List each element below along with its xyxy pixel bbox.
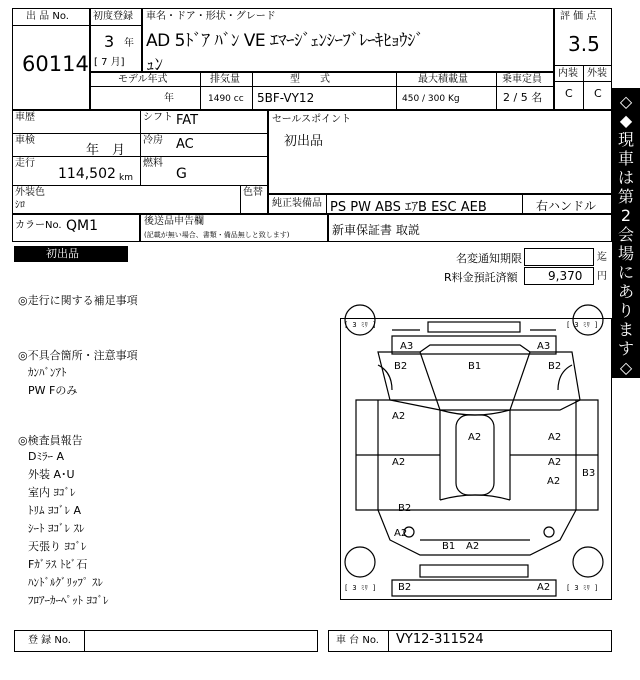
recycle-label: R料金預託済額 <box>444 271 518 284</box>
inspector-line: ｼｰﾄ ﾖｺﾞﾚ ｽﾚ <box>28 522 85 535</box>
equip-value: PS PW ABS ｴｱB ESC AEB <box>330 200 487 215</box>
sales-point-value: 初出品 <box>284 134 324 149</box>
inspector-header: ◎検査員報告 <box>18 434 83 447</box>
location-banner <box>612 88 640 396</box>
mileage-unit: km <box>119 173 133 183</box>
banner-char: ま <box>617 320 634 339</box>
banner-char: あ <box>617 282 634 301</box>
tread-depth: [ 3 ﾐﾘ ] <box>344 321 377 329</box>
inspection-value: 年 月 <box>86 143 126 158</box>
color-no-value: QM1 <box>66 218 99 234</box>
chassis-sep <box>388 630 389 652</box>
banner-char: 2 <box>620 206 632 225</box>
sales-point-label: セールスポイント <box>272 114 352 125</box>
fuel-value: G <box>176 166 187 182</box>
inspector-line: 外装 A･U <box>28 468 75 481</box>
spec-sep-2 <box>252 72 253 110</box>
banner-char: 場 <box>617 244 634 263</box>
damage-label: A2 <box>394 528 408 539</box>
displacement-label: 排気量 <box>210 74 240 85</box>
capacity-value: 2 / 5 名 <box>503 91 543 104</box>
history-label: 車歴 <box>15 112 35 123</box>
damage-label: A2 <box>548 432 562 443</box>
steering-value: 右ハンドル <box>536 199 597 213</box>
inspector-line: ﾊﾝﾄﾞﾙｸﾞﾘｯﾌﾟ ｽﾚ <box>28 576 103 589</box>
inspector-line: 天張り ﾖｺﾞﾚ <box>28 540 87 553</box>
repaint-label: 色替 <box>243 187 263 198</box>
banner-char: に <box>617 263 634 282</box>
grade-label: 評 価 点 <box>560 11 597 22</box>
damage-label: B1 <box>468 361 482 372</box>
banner-char: ◆ <box>619 377 633 396</box>
interior-label: 内装 <box>558 68 578 79</box>
grade-sub-divider <box>554 81 612 82</box>
banner-char: ◆ <box>619 111 633 130</box>
damage-label: A2 <box>392 411 406 422</box>
banner-char: 現 <box>617 130 634 149</box>
banner-char: ◇ <box>619 358 633 377</box>
exterior-label: 外装 <box>587 68 607 79</box>
tread-depth: [ 3 ﾐﾘ ] <box>566 584 599 592</box>
recycle-value: 9,370 <box>548 269 583 283</box>
detail-row-2 <box>12 156 268 157</box>
inspector-line: Dﾐﾗｰ A <box>28 450 64 463</box>
name-change-label: 名変通知期限 <box>456 252 522 265</box>
driving-header: ◎走行に関する補足事項 <box>18 294 138 307</box>
damage-label: A3 <box>537 341 551 352</box>
damage-label: B2 <box>548 361 562 372</box>
model-year-label: モデル年式 <box>118 74 168 85</box>
damage-label: A2 <box>466 541 480 552</box>
inspector-line: ﾌﾛｱｰｶｰﾍﾟｯﾄ ﾖｺﾞﾚ <box>28 594 109 607</box>
damage-label: A3 <box>400 341 414 352</box>
first-reg-year: 3 <box>104 32 115 51</box>
type-label: 型 式 <box>290 74 330 85</box>
spec-row-divider <box>90 86 554 87</box>
damage-label: B1 <box>442 541 456 552</box>
max-load-value: 450 / 300 Kg <box>402 94 460 104</box>
damage-label: B2 <box>398 503 412 514</box>
interior-value: C <box>565 87 573 100</box>
docs-label: 後送品申告欄 <box>144 216 204 227</box>
first-reg-month: [ 7 月] <box>94 57 125 68</box>
defect-line: ｶﾝﾊﾞﾝｱﾄ <box>28 366 67 379</box>
reg-no-sep <box>84 630 85 652</box>
displacement-value: 1490 cc <box>208 94 244 104</box>
damage-label: A2 <box>537 582 551 593</box>
first-listing-badge-text: 初出品 <box>46 247 79 260</box>
lot-number: 60114 <box>22 52 89 76</box>
damage-label: A2 <box>547 476 561 487</box>
ext-color-value: ｼﾛ <box>15 200 25 211</box>
ext-color-label: 外装色 <box>15 187 45 198</box>
inspection-label: 車検 <box>15 135 35 146</box>
car-name-line2: ｭﾝ <box>146 55 163 75</box>
inspector-line: Fｶﾞﾗｽ ﾄﾋﾞ石 <box>28 558 88 571</box>
banner-char: 第 <box>617 187 634 206</box>
chassis-value: VY12-311524 <box>396 632 484 647</box>
car-name-label: 車名・ドア・形状・グレード <box>146 11 276 22</box>
inspector-line: 室内 ﾖｺﾞﾚ <box>28 486 76 499</box>
banner-char: す <box>617 339 634 358</box>
first-reg-label: 初度登録 <box>93 11 133 22</box>
spec-sep-1 <box>200 72 201 110</box>
shift-label: シフト <box>143 112 173 123</box>
banner-char: 会 <box>617 225 634 244</box>
shift-value: FAT <box>176 113 199 128</box>
damage-label: A2 <box>468 432 482 443</box>
banner-char: は <box>617 168 634 187</box>
recycle-unit: 円 <box>597 271 607 282</box>
damage-label: B2 <box>398 582 412 593</box>
grade-mid <box>583 65 584 110</box>
name-change-box <box>524 248 594 266</box>
defects-header: ◎不具合箇所・注意事項 <box>18 349 138 362</box>
repaint-sep <box>240 185 241 214</box>
ac-label: 冷房 <box>143 135 163 146</box>
damage-label: B2 <box>394 361 408 372</box>
detail-row-3 <box>12 185 268 186</box>
color-no-label: カラーNo. <box>15 220 62 231</box>
fuel-label: 燃料 <box>143 158 163 169</box>
reg-no-label: 登 録 No. <box>28 635 71 646</box>
exterior-value: C <box>594 87 602 100</box>
chassis-label: 車 台 No. <box>336 635 379 646</box>
tread-depth: [ 3 ﾐﾘ ] <box>344 584 377 592</box>
banner-char: ◇ <box>619 92 633 111</box>
defect-line: PW Fのみ <box>28 384 78 397</box>
docs-value: 新車保証書 取説 <box>332 223 420 237</box>
ac-value: AC <box>176 137 194 152</box>
damage-label: A2 <box>548 457 562 468</box>
equip-label: 純正装備品 <box>272 198 322 209</box>
name-change-unit: 迄 <box>597 252 607 263</box>
tread-depth: [ 3 ﾐﾘ ] <box>566 321 599 329</box>
mileage-value: 114,502 <box>58 166 116 182</box>
max-load-label: 最大積載量 <box>418 74 468 85</box>
lot-label: 出 品 No. <box>26 11 69 22</box>
first-reg-year-unit: 年 <box>124 38 134 49</box>
steering-sep <box>522 194 523 214</box>
banner-char: 車 <box>617 149 634 168</box>
car-name-line1: AD 5ﾄﾞｱ ﾊﾞﾝ VE ｴﾏｰｼﾞｪﾝｼｰﾌﾞﾚｰｷﾋｮｳｼﾞ <box>146 31 424 51</box>
docs-note: (記載が無い場合、書類・備品無しと致します) <box>144 231 290 239</box>
detail-col-sep <box>140 110 141 185</box>
type-value: 5BF-VY12 <box>257 91 315 105</box>
grade-value: 3.5 <box>568 32 600 56</box>
first-reg-divider <box>90 25 142 26</box>
damage-label: A2 <box>392 457 406 468</box>
equip-sep <box>326 194 327 214</box>
mileage-label: 走行 <box>15 158 35 169</box>
detail-row-1 <box>12 133 268 134</box>
banner-char: り <box>617 301 634 320</box>
model-year-value: 年 <box>164 93 174 104</box>
spec-sep-3 <box>396 72 397 110</box>
inspector-line: ﾄﾘﾑ ﾖｺﾞﾚ A <box>28 504 82 517</box>
spec-sep-4 <box>496 72 497 110</box>
damage-label: B3 <box>582 468 596 479</box>
capacity-label: 乗車定員 <box>502 74 542 85</box>
